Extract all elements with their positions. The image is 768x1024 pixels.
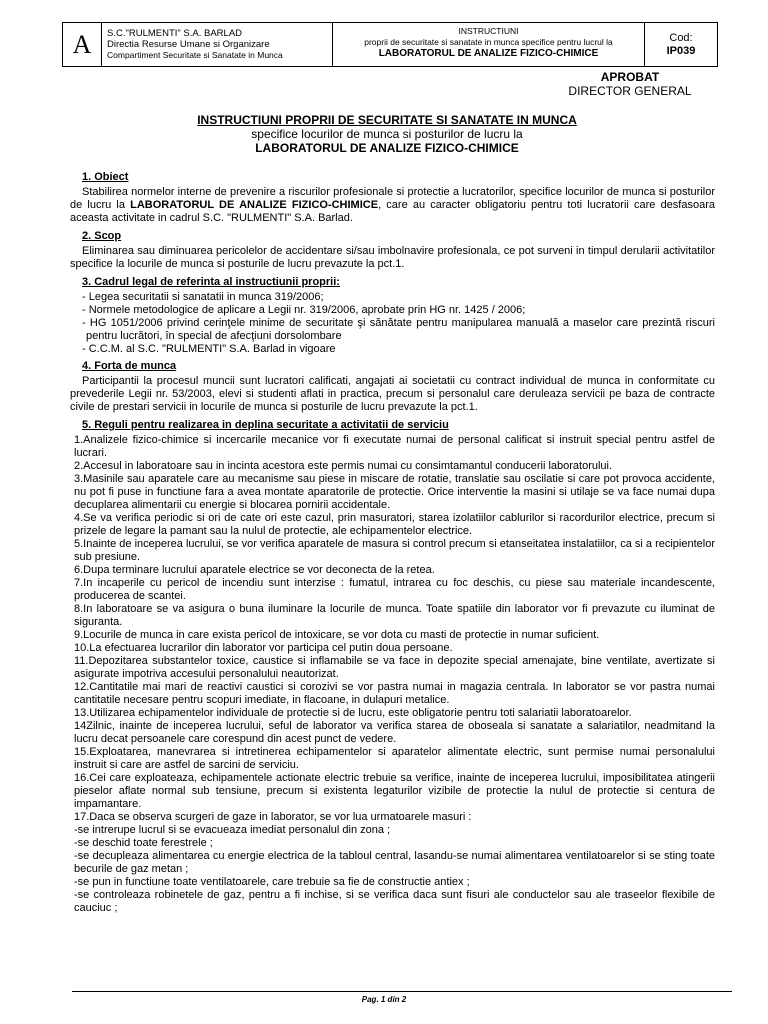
rule-item: 12.Cantitatile mai mari de reactivi caustici si corozivi se vor pastra numai in magazia centrala. In laborator se vor pastra numai cantitatile necesare pentru scopuri imediate, in flacoane, in dulapuri metalice. — [74, 681, 715, 706]
rule-item: 7.In incaperile cu pericol de incendiu sunt interzise : fumatul, intrarea cu foc deschis, cu piese sau materiale incandescente, producerea de scantei. — [74, 577, 715, 602]
document-body — [70, 171, 715, 915]
rule-item: 8.In laboratoare se va asigura o buna iluminare la locurile de munca. Toate spatiile din laborator vor fi prevazute cu iluminat de siguranta. — [74, 603, 715, 628]
list-item: - Normele metodologice de aplicare a Legii nr. 319/2006, aprobate prin HG nr. 1425 / 2006; — [82, 304, 526, 316]
document-type-info — [333, 23, 645, 66]
title-line-1: INSTRUCTIUNI PROPRII DE SECURITATE SI SANATATE IN MUNCA — [197, 113, 577, 127]
company-name: S.C."RULMENTI" S.A. BARLAD — [107, 28, 243, 39]
rule-item: -se controleaza robinetele de gaz, pentru a fi inchise, si se verifica daca sunt fisuri ale conductelor sau ale traseelor flexibile de cauciuc ; — [74, 889, 715, 914]
rule-item: 3.Masinile sau aparatele care au mecanisme sau piese in miscare de rotatie, translatie sau oscilatie si care pot provoca accidente, nu pot fi puse in functiune fara a avea montate aparatorile de protectie. Orice interventie la masini si utilaje se va face numai dupa decuplarea alimentarii cu energie si blocarea pornirii accidentale. — [74, 473, 715, 511]
rule-item: 10.La efectuarea lucrarilor din laborator vor participa cel putin doua persoane. — [74, 642, 453, 654]
rule-item: 9.Locurile de munca in care exista pericol de intoxicare, se vor dota cu masti de protectie in numar suficient. — [74, 629, 600, 641]
section-text-pre: Stabilirea normelor interne de prevenire a riscurilor profesionale si protectie a lucratorilor, specifice locurilor de munca si posturilor de lucru la — [70, 186, 715, 211]
approval-subtitle: DIRECTOR GENERAL — [568, 84, 692, 98]
rule-item: 14Zilnic, inainte de inceperea lucrului, seful de laborator va verifica starea de oboseala si sanatate a salariatilor, neadmitand la lucru decat persoanele care corespund din acest punct de vedere. — [74, 720, 715, 745]
rule-item: -se pun in functiune toate ventilatoarele, care trebuie sa fie de constructie antiex ; — [74, 876, 470, 888]
rule-item: 13.Utilizarea echipamentelor individuale de protectie si de lucru, este obligatorie pentru toti salariatii laboratoarelor. — [74, 707, 632, 719]
rule-item: 16.Cei care exploateaza, echipamentele actionate electric trebuie sa verifice, inainte de inceperea lucrului, imposibilitatea atingerii pieselor aflate normal sub tensiune, precum si existenta legaturilor vizibile de protectie la nulul de protectie si centura de impamantare. — [74, 772, 715, 810]
section-heading: 2. Scop — [82, 230, 122, 242]
list-item: - Legea securitatii si sanatatii in munca 319/2006; — [82, 291, 324, 303]
rule-item: 15.Exploatarea, manevrarea si intretinerea echipamentelor si aparatelor alimentate electric, sunt permise numai personalului instruit si care are astfel de sarcini de serviciu. — [74, 746, 715, 771]
logo-letter: A — [72, 29, 92, 59]
section-text — [70, 186, 715, 225]
document-header — [62, 22, 718, 67]
document-title — [62, 113, 712, 155]
rule-item: -se decupleaza alimentarea cu energie electrica de la tabloul central, lasandu-se numai alimentarea ventilatoarelor si se sting toate becurile de gaz metan ; — [74, 850, 715, 875]
compartment-name: Compartiment Securitate si Sanatate in Munca — [107, 50, 283, 60]
rule-item: -se deschid toate ferestrele ; — [74, 837, 213, 849]
rule-item: 2.Accesul in laboratoare sau in incinta acestora este permis numai cu consimtamantul conducerii laboratorului. — [74, 460, 613, 472]
approval-title: APROBAT — [600, 70, 660, 84]
code-label: Cod: — [669, 31, 693, 44]
department-name: Directia Resurse Umane si Organizare — [107, 39, 270, 50]
doc-type: INSTRUCTIUNI — [458, 26, 519, 36]
code-value: IP039 — [666, 44, 696, 57]
footer-divider — [72, 991, 732, 992]
page-number: Pag. 1 din 2 — [361, 995, 407, 1004]
doc-lab: LABORATORUL DE ANALIZE FIZICO-CHIMICE — [378, 48, 599, 59]
list-item: - C.C.M. al S.C. "RULMENTI" S.A. Barlad in vigoare — [82, 343, 336, 355]
rule-item: 6.Dupa terminare lucrului aparatele electrice se vor deconecta de la retea. — [74, 564, 435, 576]
doc-subtitle: proprii de securitate si sanatate in munca specifice pentru lucrul la — [364, 37, 613, 47]
section-text-bold: LABORATORUL DE ANALIZE FIZICO-CHIMICE — [130, 199, 379, 211]
rule-item: 1.Analizele fizico-chimice si incercarile mecanice vor fi executate numai de personal calificat si instruit special pentru astfel de lucrari. — [74, 434, 715, 459]
rule-item: 17.Daca se observa scurgeri de gaze in laborator, se vor lua urmatoarele masuri : — [74, 811, 472, 823]
list-item: - HG 1051/2006 privind cerinţele minime de securitate şi sănătate pentru manipularea manuală a maselor care prezintă riscuri pentru lucrători, în special de afecţiuni dorsolombare — [82, 317, 715, 342]
title-line-3: LABORATORUL DE ANALIZE FIZICO-CHIMICE — [255, 141, 519, 155]
rule-item: 11.Depozitarea substantelor toxice, caustice si inflamabile se va face in depozite special amenajate, bine ventilate, avertizate si asigurate impotriva accesului personalului neautorizat. — [74, 655, 715, 680]
section-text: Eliminarea sau diminuarea pericolelor de accidentare si/sau imbolnavire profesionala, ce pot surveni in timpul derularii activitatilor specifice la locurile de munca si posturile de lucru prevazute la pct.1. — [70, 245, 715, 270]
logo — [63, 23, 102, 66]
section-heading: 3. Cadrul legal de referinta al instructiunii proprii: — [82, 276, 340, 288]
section-heading: 5. Reguli pentru realizarea in deplina securitate a activitatii de serviciu — [82, 419, 449, 431]
company-info — [102, 23, 333, 66]
legal-list — [70, 291, 715, 356]
rule-item: 4.Se va verifica periodic si ori de cate ori este cazul, prin masuratori, starea izolatiilor cablurilor si racordurilor electrice, precum si prizele de legare la pamant sau la nulul de protectie, ale echipamentelor electrice. — [74, 512, 715, 537]
title-line-2: specifice locurilor de munca si posturilor de lucru la — [251, 127, 523, 141]
rules-list — [70, 434, 715, 915]
approval-block — [560, 70, 700, 98]
rule-item: -se intrerupe lucrul si se evacueaza imediat personalul din zona ; — [74, 824, 391, 836]
section-text: Participantii la procesul muncii sunt lucratori calificati, angajati ai societatii cu contract individual de munca in conformitate cu prevederile Legii nr. 53/2003, elevi si studenti aflati in practica, precum si personalul care deruleaza servicii pe baza de contracte civile de prestari servicii in locurile de munca si posturile de lucru prevazute la pct.1. — [70, 375, 715, 413]
rule-item: 5.Inainte de inceperea lucrului, se vor verifica aparatele de masura si control precum si etanseitatea instalatiilor, ca si a recipientelor sub presiune. — [74, 538, 715, 563]
section-heading: 1. Obiect — [82, 171, 129, 183]
section-heading: 4. Forta de munca — [82, 360, 177, 372]
document-code — [645, 23, 717, 66]
section-text-post: , care au caracter obligatoriu pentru toti lucratorii care desfasoara aceasta activitate in cadrul S.C. "RULMENTI" S.A. Barlad. — [70, 199, 715, 224]
